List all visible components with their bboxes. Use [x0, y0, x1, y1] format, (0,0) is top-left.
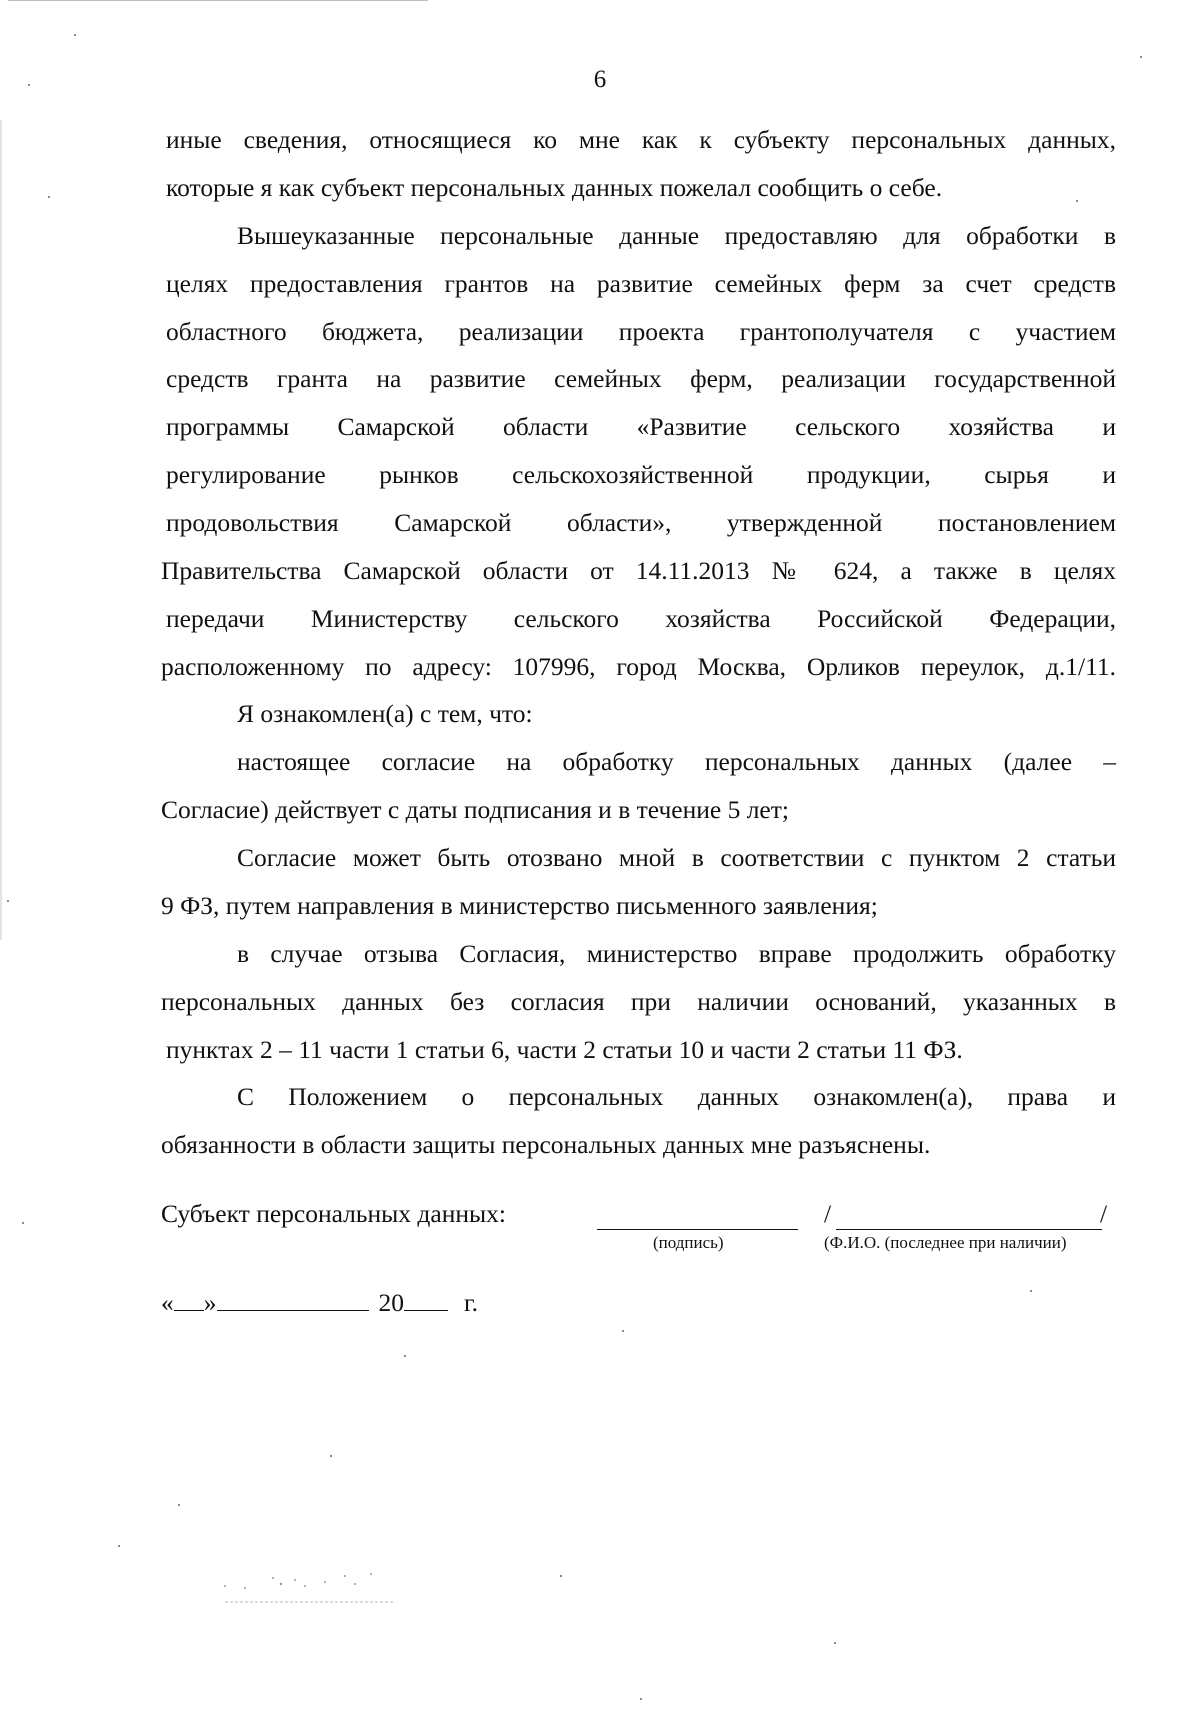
- text-line: продовольствия Самарской области», утвержденной постановлением: [166, 508, 1116, 537]
- scan-speck: [7, 900, 9, 902]
- scan-speck: [74, 34, 76, 36]
- text-line: пунктах 2 – 11 части 1 статьи 6, части 2 статьи 10 и части 2 статьи 11 ФЗ.: [166, 1035, 963, 1064]
- signature-caption: (подпись): [653, 1233, 724, 1252]
- scan-speck: [178, 1504, 180, 1506]
- text-line: Согласие) действует с даты подписания и в течение 5 лет;: [161, 795, 789, 824]
- scan-speck: [48, 196, 50, 198]
- scan-edge: [0, 120, 2, 940]
- text-line: передачи Министерству сельского хозяйства Российской Федерации,: [166, 604, 1116, 633]
- date-line: [161, 1286, 478, 1318]
- paragraph-first-line: Я ознакомлен(а) с тем, что:: [237, 699, 533, 728]
- signature-field-line: [597, 1229, 798, 1230]
- scan-speck: [1140, 56, 1142, 58]
- date-century: 20: [378, 1288, 404, 1317]
- paragraph-first-line: в случае отзыва Согласия, министерство вправе продолжить обработку: [237, 939, 1116, 968]
- scan-speck: [330, 1455, 332, 1457]
- year-blank: [404, 1286, 448, 1311]
- text-line: областного бюджета, реализации проекта грантополучателя с участием: [166, 317, 1116, 346]
- text-line: программы Самарской области «Развитие сельского хозяйства и: [166, 412, 1116, 441]
- day-blank: [174, 1286, 204, 1311]
- text-line: средств гранта на развитие семейных ферм, реализации государственной: [166, 364, 1116, 393]
- date-close-quote: »: [203, 1288, 217, 1317]
- scan-speck: [834, 1642, 836, 1644]
- date-year-suffix: г.: [464, 1288, 478, 1317]
- faint-stamp-marks: [215, 1568, 405, 1608]
- scan-speck: [640, 1698, 642, 1700]
- scan-speck: [118, 1545, 120, 1547]
- paragraph-first-line: С Положением о персональных данных ознакомлен(а), права и: [237, 1082, 1116, 1111]
- slash-right: /: [1100, 1199, 1108, 1228]
- name-caption: (Ф.И.О. (последнее при наличии): [824, 1233, 1067, 1252]
- text-line: обязанности в области защиты персональных данных мне разъяснены.: [161, 1130, 931, 1159]
- scan-speck: [404, 1355, 406, 1357]
- scan-speck: [22, 1222, 24, 1224]
- text-line: целях предоставления грантов на развитие семейных ферм за счет средств: [166, 269, 1116, 298]
- top-rule: [8, 0, 428, 1]
- paragraph-first-line: настоящее согласие на обработку персональных данных (далее –: [237, 747, 1116, 776]
- text-line: регулирование рынков сельскохозяйственной продукции, сырья и: [166, 460, 1116, 489]
- scan-speck: [560, 1575, 562, 1577]
- date-open-quote: «: [161, 1288, 174, 1317]
- text-line: персональных данных без согласия при наличии оснований, указанных в: [161, 987, 1116, 1016]
- signature-label: Субъект персональных данных:: [161, 1199, 506, 1228]
- text-line: 9 ФЗ, путем направления в министерство письменного заявления;: [161, 891, 878, 920]
- scan-speck: [28, 84, 30, 86]
- scan-speck: [1076, 200, 1078, 202]
- paragraph-first-line: Согласие может быть отозвано мной в соответствии с пунктом 2 статьи: [237, 843, 1116, 872]
- text-line: иные сведения, относящиеся ко мне как к субъекту персональных данных,: [166, 125, 1116, 154]
- paragraph-first-line: Вышеуказанные персональные данные предоставляю для обработки в: [237, 221, 1116, 250]
- text-line: которые я как субъект персональных данных пожелал сообщить о себе.: [166, 173, 943, 202]
- scan-speck: [622, 1330, 624, 1332]
- scan-speck: [1030, 1290, 1032, 1292]
- text-line: Правительства Самарской области от 14.11.2013 № 624, а также в целях: [161, 556, 1116, 585]
- name-field-line: [836, 1229, 1102, 1230]
- text-line: расположенному по адресу: 107996, город Москва, Орликов переулок, д.1/11.: [161, 652, 1116, 681]
- month-blank: [217, 1286, 369, 1311]
- slash-left: /: [824, 1199, 832, 1228]
- page-number: 6: [593, 66, 607, 93]
